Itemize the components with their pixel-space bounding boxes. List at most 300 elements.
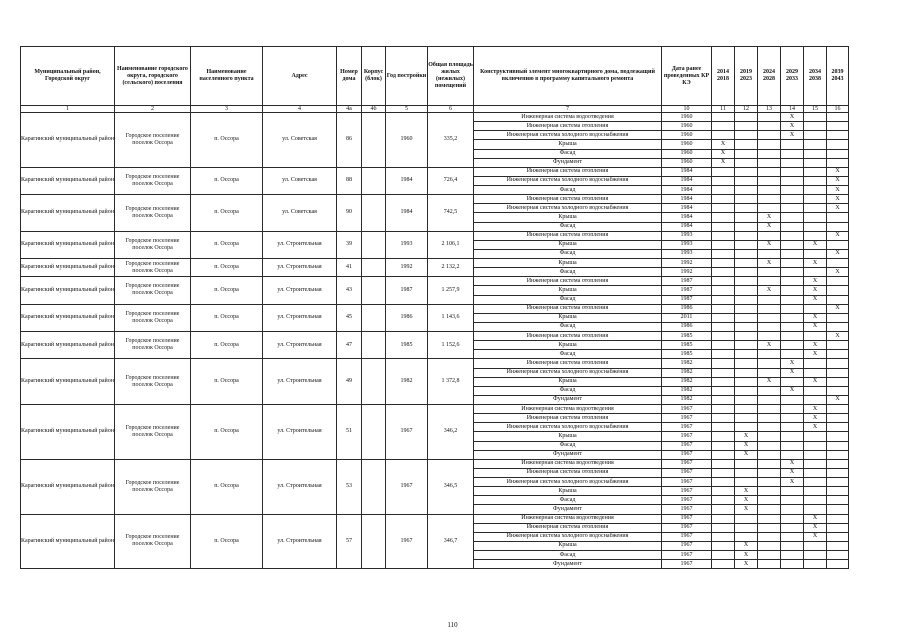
structural-element: Крыша — [474, 213, 662, 222]
period-mark — [804, 113, 827, 122]
period-mark: X — [781, 122, 804, 131]
period-mark: X — [804, 322, 827, 331]
period-mark — [827, 259, 849, 268]
house-year: 1987 — [386, 277, 428, 304]
period-mark — [758, 423, 781, 432]
period-mark — [781, 249, 804, 258]
house-number: 49 — [337, 359, 362, 405]
period-mark — [804, 359, 827, 368]
previous-repair-date: 1967 — [662, 478, 712, 487]
column-number-row — [21, 106, 849, 113]
house-area: 346,5 — [428, 459, 474, 514]
period-mark — [712, 249, 735, 258]
period-mark: X — [827, 204, 849, 213]
period-mark — [758, 368, 781, 377]
period-mark — [758, 140, 781, 149]
house-area: 335,2 — [428, 113, 474, 168]
house-number: 51 — [337, 405, 362, 460]
period-mark — [735, 131, 758, 140]
previous-repair-date: 1960 — [662, 131, 712, 140]
house-area: 1 152,6 — [428, 332, 474, 359]
structural-element: Крыша — [474, 140, 662, 149]
period-mark — [758, 414, 781, 423]
structural-element: Инженерная система водоотведения — [474, 113, 662, 122]
column-header: 2019 2023 — [735, 47, 758, 106]
period-mark — [781, 240, 804, 249]
house-year: 1985 — [386, 332, 428, 359]
period-mark — [781, 204, 804, 213]
period-mark — [827, 350, 849, 359]
period-mark — [827, 468, 849, 477]
period-mark — [735, 377, 758, 386]
period-mark — [735, 176, 758, 185]
house-settlement: Городское поселение поселок Оссора — [115, 514, 191, 569]
house-block — [362, 113, 386, 168]
period-mark — [781, 140, 804, 149]
period-mark — [712, 231, 735, 240]
period-mark — [781, 414, 804, 423]
period-mark — [758, 186, 781, 195]
column-header: Адрес — [263, 47, 337, 106]
period-mark — [712, 350, 735, 359]
house-district: Карагинский муниципальный район — [21, 304, 115, 331]
previous-repair-date: 1982 — [662, 377, 712, 386]
period-mark — [827, 505, 849, 514]
column-number: 5 — [386, 106, 428, 113]
previous-repair-date: 1984 — [662, 167, 712, 176]
house-year: 1984 — [386, 167, 428, 194]
house-locality: п. Оссора — [191, 359, 263, 405]
period-mark — [712, 277, 735, 286]
column-number: 15 — [804, 106, 827, 113]
period-mark: X — [827, 332, 849, 341]
structural-element: Инженерная система отопления — [474, 414, 662, 423]
house-block — [362, 304, 386, 331]
period-mark — [735, 140, 758, 149]
period-mark — [827, 459, 849, 468]
structural-element: Фасад — [474, 186, 662, 195]
structural-element: Инженерная система холодного водоснабжения — [474, 423, 662, 432]
period-mark — [735, 459, 758, 468]
period-mark — [827, 441, 849, 450]
period-mark — [712, 377, 735, 386]
period-mark — [758, 496, 781, 505]
period-mark — [827, 222, 849, 231]
previous-repair-date: 1967 — [662, 450, 712, 459]
previous-repair-date: 1993 — [662, 231, 712, 240]
column-header: 2024 2028 — [758, 47, 781, 106]
period-mark — [827, 432, 849, 441]
previous-repair-date: 1967 — [662, 468, 712, 477]
period-mark — [712, 195, 735, 204]
period-mark: X — [758, 341, 781, 350]
house-street: ул. Строительная — [263, 259, 337, 277]
period-mark — [758, 386, 781, 395]
previous-repair-date: 1982 — [662, 395, 712, 404]
period-mark — [804, 131, 827, 140]
table-row — [21, 514, 849, 523]
period-mark — [712, 322, 735, 331]
house-area: 346,7 — [428, 514, 474, 569]
structural-element: Фасад — [474, 441, 662, 450]
house-area: 346,2 — [428, 405, 474, 460]
period-mark — [712, 532, 735, 541]
house-street: ул. Строительная — [263, 304, 337, 331]
period-mark — [735, 167, 758, 176]
period-mark: X — [827, 249, 849, 258]
period-mark — [735, 231, 758, 240]
period-mark: X — [735, 432, 758, 441]
previous-repair-date: 1960 — [662, 149, 712, 158]
previous-repair-date: 1967 — [662, 523, 712, 532]
structural-element: Инженерная система водоотведения — [474, 459, 662, 468]
house-district: Карагинский муниципальный район — [21, 167, 115, 194]
house-street: ул. Строительная — [263, 359, 337, 405]
period-mark — [804, 204, 827, 213]
period-mark — [712, 505, 735, 514]
house-locality: п. Оссора — [191, 167, 263, 194]
period-mark — [735, 286, 758, 295]
period-mark — [804, 487, 827, 496]
period-mark — [735, 249, 758, 258]
house-area: 1 372,8 — [428, 359, 474, 405]
house-district: Карагинский муниципальный район — [21, 359, 115, 405]
column-header: 2034 2038 — [804, 47, 827, 106]
period-mark — [758, 231, 781, 240]
previous-repair-date: 1993 — [662, 249, 712, 258]
period-mark — [712, 313, 735, 322]
period-mark: X — [758, 286, 781, 295]
period-mark — [827, 386, 849, 395]
period-mark — [735, 259, 758, 268]
previous-repair-date: 1984 — [662, 204, 712, 213]
house-year: 1982 — [386, 359, 428, 405]
table-row — [21, 195, 849, 204]
period-mark — [735, 532, 758, 541]
period-mark — [827, 286, 849, 295]
period-mark: X — [827, 195, 849, 204]
period-mark — [758, 204, 781, 213]
period-mark — [827, 295, 849, 304]
column-header: Дата ранее проведенных КР КЭ — [662, 47, 712, 106]
header-row — [21, 47, 849, 106]
period-mark — [712, 204, 735, 213]
period-mark — [804, 268, 827, 277]
period-mark: X — [712, 140, 735, 149]
structural-element: Инженерная система холодного водоснабжения — [474, 176, 662, 185]
period-mark: X — [735, 441, 758, 450]
column-number: 7 — [474, 106, 662, 113]
period-mark — [712, 395, 735, 404]
structural-element: Фасад — [474, 249, 662, 258]
period-mark: X — [781, 386, 804, 395]
period-mark — [804, 332, 827, 341]
period-mark — [827, 514, 849, 523]
period-mark — [735, 395, 758, 404]
period-mark: X — [804, 313, 827, 322]
period-mark — [781, 560, 804, 569]
period-mark — [758, 487, 781, 496]
period-mark — [712, 268, 735, 277]
period-mark — [781, 195, 804, 204]
period-mark: X — [804, 377, 827, 386]
previous-repair-date: 1984 — [662, 195, 712, 204]
period-mark — [758, 532, 781, 541]
previous-repair-date: 1982 — [662, 359, 712, 368]
period-mark — [781, 487, 804, 496]
period-mark — [781, 523, 804, 532]
previous-repair-date: 1985 — [662, 332, 712, 341]
period-mark — [735, 149, 758, 158]
period-mark — [827, 450, 849, 459]
period-mark — [827, 158, 849, 167]
previous-repair-date: 1967 — [662, 459, 712, 468]
period-mark — [804, 560, 827, 569]
period-mark — [827, 359, 849, 368]
house-street: ул. Строительная — [263, 231, 337, 258]
period-mark — [827, 496, 849, 505]
period-mark — [804, 158, 827, 167]
period-mark — [827, 487, 849, 496]
previous-repair-date: 1967 — [662, 532, 712, 541]
structural-element: Фасад — [474, 222, 662, 231]
period-mark — [804, 468, 827, 477]
period-mark — [804, 459, 827, 468]
structural-element: Инженерная система отопления — [474, 122, 662, 131]
period-mark: X — [781, 468, 804, 477]
period-mark — [712, 332, 735, 341]
period-mark — [804, 304, 827, 313]
period-mark: X — [827, 268, 849, 277]
period-mark — [712, 167, 735, 176]
house-locality: п. Оссора — [191, 304, 263, 331]
column-header: Муниципальный район, Городской округ — [21, 47, 115, 106]
period-mark — [735, 359, 758, 368]
period-mark — [827, 140, 849, 149]
period-mark: X — [827, 395, 849, 404]
house-number: 53 — [337, 459, 362, 514]
period-mark — [781, 377, 804, 386]
period-mark — [712, 186, 735, 195]
house-year: 1986 — [386, 304, 428, 331]
period-mark — [804, 478, 827, 487]
period-mark — [712, 295, 735, 304]
period-mark: X — [804, 286, 827, 295]
period-mark: X — [758, 259, 781, 268]
house-number: 39 — [337, 231, 362, 258]
period-mark — [781, 432, 804, 441]
period-mark — [781, 167, 804, 176]
period-mark — [827, 113, 849, 122]
period-mark: X — [804, 532, 827, 541]
period-mark — [827, 541, 849, 550]
period-mark — [712, 304, 735, 313]
column-number: 3 — [191, 106, 263, 113]
period-mark — [827, 423, 849, 432]
house-settlement: Городское поселение поселок Оссора — [115, 304, 191, 331]
previous-repair-date: 2011 — [662, 313, 712, 322]
period-mark: X — [712, 158, 735, 167]
house-settlement: Городское поселение поселок Оссора — [115, 332, 191, 359]
period-mark — [758, 322, 781, 331]
structural-element: Фасад — [474, 322, 662, 331]
period-mark — [735, 222, 758, 231]
house-street: ул. Строительная — [263, 405, 337, 460]
column-number: 6 — [428, 106, 474, 113]
house-number: 47 — [337, 332, 362, 359]
house-district: Карагинский муниципальный район — [21, 405, 115, 460]
period-mark — [781, 496, 804, 505]
period-mark — [712, 176, 735, 185]
period-mark — [827, 368, 849, 377]
period-mark — [758, 441, 781, 450]
period-mark — [758, 304, 781, 313]
structural-element: Инженерная система отопления — [474, 523, 662, 532]
period-mark — [712, 523, 735, 532]
period-mark — [758, 176, 781, 185]
period-mark: X — [735, 496, 758, 505]
house-district: Карагинский муниципальный район — [21, 514, 115, 569]
house-area: 742,5 — [428, 195, 474, 232]
house-year: 1967 — [386, 459, 428, 514]
period-mark — [804, 149, 827, 158]
house-district: Карагинский муниципальный район — [21, 113, 115, 168]
house-block — [362, 195, 386, 232]
period-mark: X — [827, 304, 849, 313]
period-mark — [735, 423, 758, 432]
period-mark — [735, 204, 758, 213]
period-mark — [758, 131, 781, 140]
period-mark — [712, 450, 735, 459]
period-mark — [827, 313, 849, 322]
period-mark — [735, 313, 758, 322]
period-mark — [712, 259, 735, 268]
period-mark: X — [804, 259, 827, 268]
period-mark: X — [827, 167, 849, 176]
period-mark — [758, 332, 781, 341]
period-mark — [712, 468, 735, 477]
period-mark — [781, 551, 804, 560]
period-mark — [735, 277, 758, 286]
period-mark — [781, 332, 804, 341]
column-number: 14 — [781, 106, 804, 113]
period-mark — [804, 122, 827, 131]
structural-element: Инженерная система холодного водоснабжения — [474, 478, 662, 487]
house-area: 726,4 — [428, 167, 474, 194]
house-locality: п. Оссора — [191, 113, 263, 168]
house-year: 1992 — [386, 259, 428, 277]
period-mark — [827, 405, 849, 414]
house-block — [362, 332, 386, 359]
period-mark — [712, 432, 735, 441]
period-mark: X — [804, 277, 827, 286]
house-street: ул. Строительная — [263, 514, 337, 569]
period-mark — [712, 459, 735, 468]
period-mark — [781, 313, 804, 322]
column-header: 2029 2033 — [781, 47, 804, 106]
period-mark: X — [804, 523, 827, 532]
period-mark: X — [781, 131, 804, 140]
column-header: 2014 2018 — [712, 47, 735, 106]
previous-repair-date: 1985 — [662, 350, 712, 359]
period-mark — [735, 386, 758, 395]
house-settlement: Городское поселение поселок Оссора — [115, 195, 191, 232]
previous-repair-date: 1967 — [662, 423, 712, 432]
column-number: 1 — [21, 106, 115, 113]
period-mark: X — [758, 377, 781, 386]
period-mark — [804, 186, 827, 195]
house-year: 1993 — [386, 231, 428, 258]
previous-repair-date: 1967 — [662, 514, 712, 523]
column-header: Наименование населенного пункта — [191, 47, 263, 106]
column-header: Общая площадь жилых (нежилых) помещений — [428, 47, 474, 106]
period-mark: X — [804, 514, 827, 523]
house-block — [362, 405, 386, 460]
period-mark — [758, 478, 781, 487]
house-district: Карагинский муниципальный район — [21, 277, 115, 304]
period-mark — [758, 551, 781, 560]
column-header: Год постройки — [386, 47, 428, 106]
house-locality: п. Оссора — [191, 514, 263, 569]
period-mark — [758, 249, 781, 258]
period-mark — [735, 122, 758, 131]
period-mark — [735, 368, 758, 377]
table-row — [21, 359, 849, 368]
house-locality: п. Оссора — [191, 459, 263, 514]
structural-element: Инженерная система отопления — [474, 304, 662, 313]
period-mark — [712, 441, 735, 450]
period-mark — [781, 286, 804, 295]
period-mark — [781, 295, 804, 304]
period-mark — [712, 113, 735, 122]
period-mark — [712, 341, 735, 350]
house-block — [362, 167, 386, 194]
period-mark — [735, 113, 758, 122]
structural-element: Инженерная система холодного водоснабжения — [474, 368, 662, 377]
period-mark — [758, 459, 781, 468]
period-mark — [712, 551, 735, 560]
house-area: 2 106,1 — [428, 231, 474, 258]
house-number: 88 — [337, 167, 362, 194]
period-mark: X — [827, 231, 849, 240]
structural-element: Инженерная система отопления — [474, 195, 662, 204]
period-mark — [781, 231, 804, 240]
period-mark — [712, 222, 735, 231]
period-mark: X — [735, 560, 758, 569]
house-block — [362, 514, 386, 569]
previous-repair-date: 1985 — [662, 341, 712, 350]
period-mark — [804, 432, 827, 441]
table-row — [21, 231, 849, 240]
period-mark — [827, 277, 849, 286]
previous-repair-date: 1967 — [662, 441, 712, 450]
previous-repair-date: 1987 — [662, 277, 712, 286]
period-mark — [781, 304, 804, 313]
structural-element: Инженерная система холодного водоснабжения — [474, 204, 662, 213]
house-settlement: Городское поселение поселок Оссора — [115, 359, 191, 405]
period-mark — [712, 368, 735, 377]
period-mark — [712, 240, 735, 249]
structural-element: Фундамент — [474, 450, 662, 459]
period-mark — [758, 514, 781, 523]
previous-repair-date: 1984 — [662, 222, 712, 231]
period-mark — [712, 405, 735, 414]
period-mark — [804, 441, 827, 450]
column-header: Конструктивный элемент многоквартирного дома, подлежащий включению в программу капитального ремонта — [474, 47, 662, 106]
period-mark — [781, 259, 804, 268]
structural-element: Инженерная система холодного водоснабжения — [474, 532, 662, 541]
period-mark — [781, 441, 804, 450]
